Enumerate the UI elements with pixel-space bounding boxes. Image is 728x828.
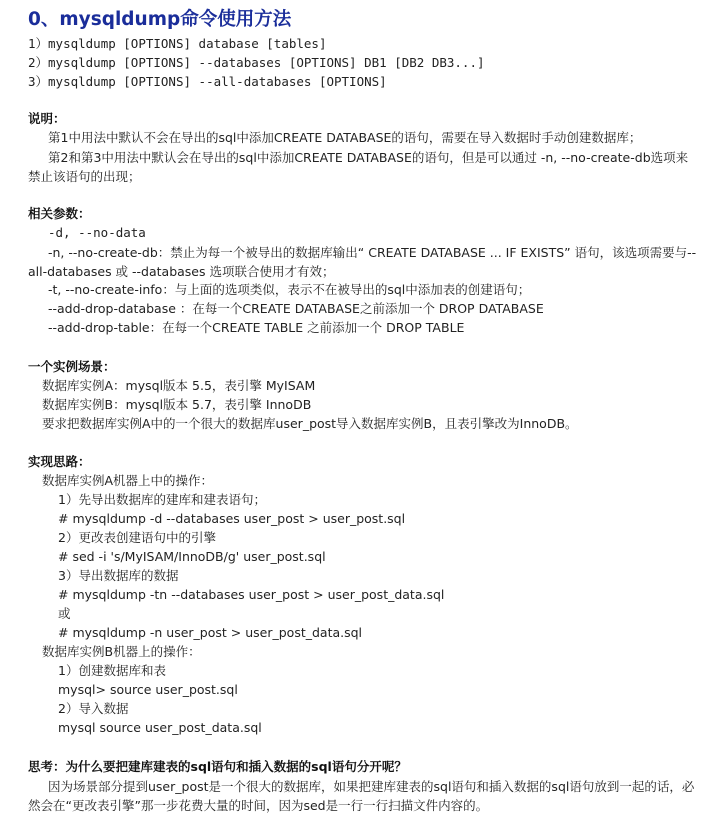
approach-command: mysql> source user_post.sql: [58, 682, 238, 697]
page-title: 0、mysqldump命令使用方法: [28, 9, 292, 30]
params-heading: 相关参数：: [28, 206, 91, 221]
param-add-drop-database: --add-drop-database ：在每一个CREATE DATABASE之前添加一个 DROP DATABASE: [48, 301, 544, 316]
note-paragraph-2: 第2和第3中用法中默认会在导出的sql中添加CREATE DATABASE的语句，但是可以通过 -n, --no-create-db选项来禁止该语句的出现；: [28, 150, 689, 184]
note-heading: 说明：: [28, 111, 66, 126]
param-no-create-info: -t, --no-create-info：与上面的选项类似，表示不在被导出的sql中添加表的创建语句；: [48, 282, 531, 297]
usage-line-3: 3）mysqldump [OPTIONS] --all-databases [OPTIONS]: [28, 74, 387, 89]
approach-command: # sed -i 's/MyISAM/InnoDB/g' user_post.sql: [58, 549, 326, 564]
approach-line: 2）更改表创建语句中的引擎: [58, 530, 216, 545]
note-paragraph-1: 第1中用法中默认不会在导出的sql中添加CREATE DATABASE的语句，需要在导入数据时手动创建数据库；: [48, 130, 642, 145]
scenario-line-2: 数据库实例B：mysql版本 5.7，表引擎 InnoDB: [42, 397, 312, 412]
usage-line-2: 2）mysqldump [OPTIONS] --databases [OPTIONS] DB1 [DB2 DB3...]: [28, 55, 485, 70]
usage-line-1: 1）mysqldump [OPTIONS] database [tables]: [28, 36, 327, 51]
approach-command: # mysqldump -tn --databases user_post > user_post_data.sql: [58, 587, 445, 602]
approach-heading: 实现思路：: [28, 454, 91, 469]
thinking-paragraph: 因为场景部分提到user_post是一个很大的数据库，如果把建库建表的sql语句和插入数据的sql语句放到一起的话，必然会在“更改表引擎”那一步花费大量的时间，因为sed是一行一行扫描文件内容的。: [28, 779, 695, 813]
approach-command: mysql source user_post_data.sql: [58, 720, 262, 735]
approach-line: 3）导出数据库的数据: [58, 568, 179, 583]
approach-line: 1）创建数据库和表: [58, 663, 166, 678]
scenario-heading: 一个实例场景：: [28, 359, 116, 374]
approach-line: 数据库实例B机器上的操作：: [42, 644, 201, 659]
param-no-create-db: -n, --no-create-db：禁止为每一个被导出的数据库输出“ CREATE DATABASE ... IF EXISTS” 语句，该选项需要与--all-databases 或 --databases 选项联合使用才有效；: [28, 245, 697, 279]
param-add-drop-table: --add-drop-table：在每一个CREATE TABLE 之前添加一个 DROP TABLE: [48, 320, 465, 335]
approach-line: 2）导入数据: [58, 701, 129, 716]
scenario-line-3: 要求把数据库实例A中的一个很大的数据库user_post导入数据库实例B，且表引擎改为InnoDB。: [42, 416, 578, 431]
approach-line: 1）先导出数据库的建库和建表语句；: [58, 492, 266, 507]
approach-command: # mysqldump -d --databases user_post > user_post.sql: [58, 511, 406, 526]
approach-line: 或: [58, 606, 71, 621]
approach-line: 数据库实例A机器上中的操作：: [42, 473, 214, 488]
scenario-line-1: 数据库实例A：mysql版本 5.5，表引擎 MyISAM: [42, 378, 316, 393]
param-no-data: -d, --no-data: [48, 225, 146, 240]
thinking-heading: 思考：为什么要把建库建表的sql语句和插入数据的sql语句分开呢？: [28, 759, 407, 774]
approach-command: # mysqldump -n user_post > user_post_data.sql: [58, 625, 363, 640]
